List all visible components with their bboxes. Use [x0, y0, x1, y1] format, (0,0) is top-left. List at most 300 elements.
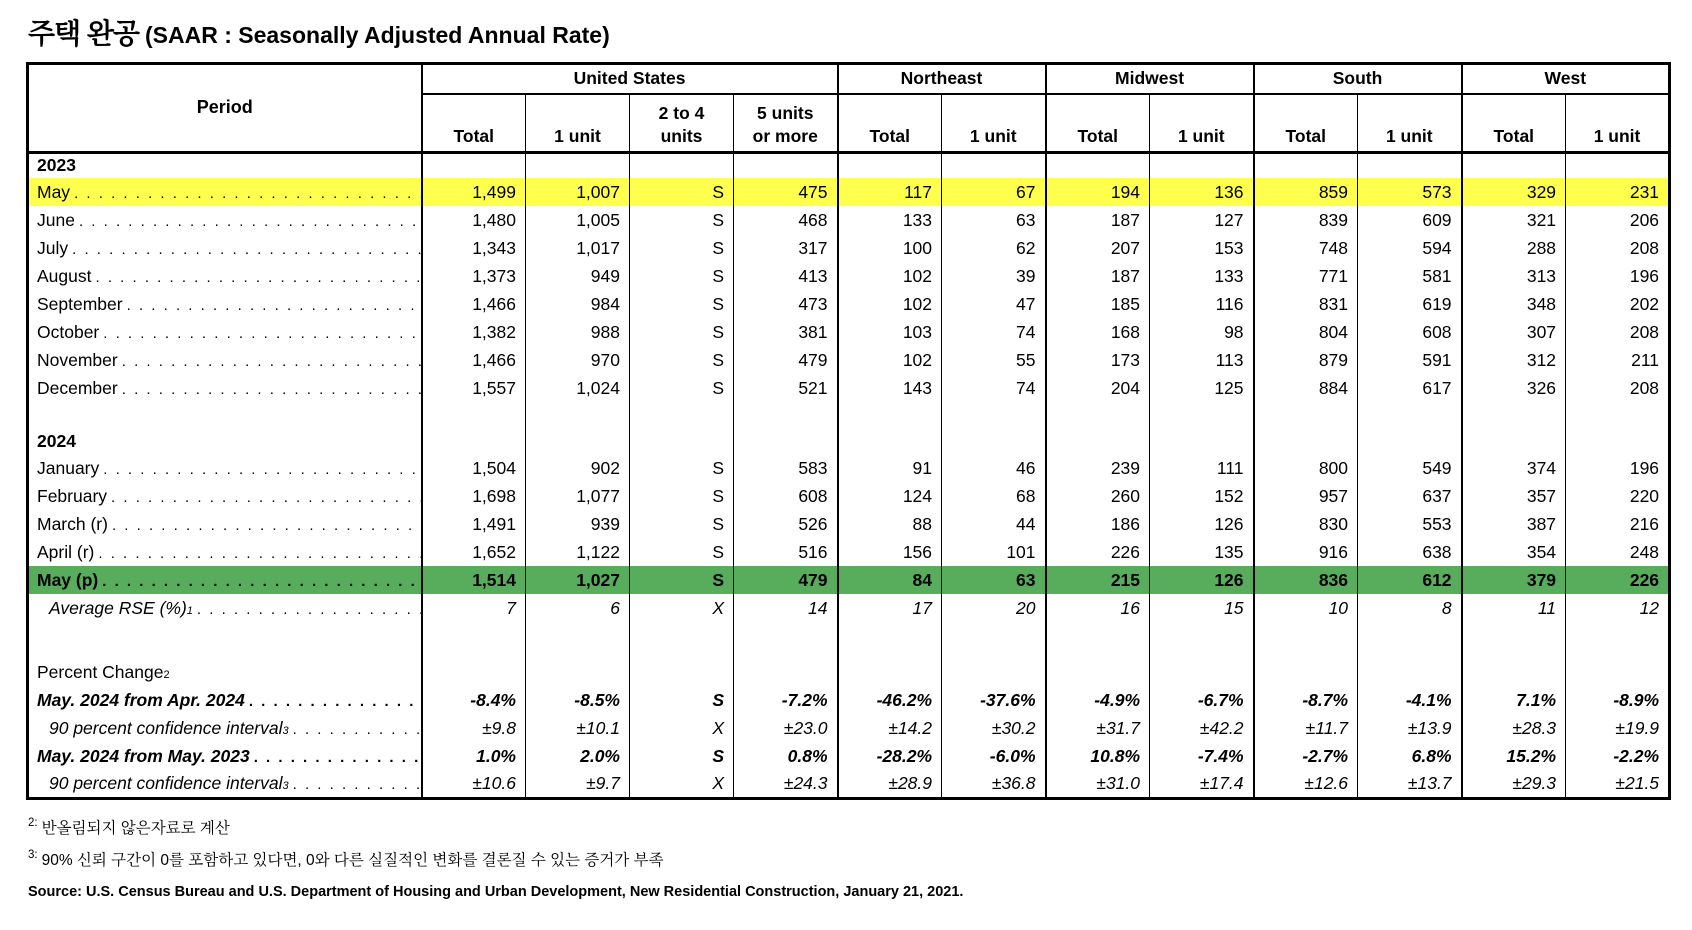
dotted-leader: [75, 210, 421, 231]
dotted-leader: [289, 718, 421, 739]
value-cell: 939: [526, 510, 630, 538]
value-cell: S: [630, 686, 734, 714]
table-row: [28, 538, 1670, 566]
title-english: (SAAR : Seasonally Adjusted Annual Rate): [144, 22, 610, 48]
period-label: 2024: [37, 430, 76, 451]
value-cell: [838, 622, 942, 658]
table-row: [28, 594, 1670, 622]
table-row: [28, 262, 1670, 290]
value-cell: [942, 622, 1046, 658]
value-cell: 831: [1254, 290, 1358, 318]
dotted-leader: [250, 746, 421, 767]
period-cell: [28, 262, 422, 290]
value-cell: ±17.4: [1150, 770, 1254, 798]
value-cell: 156: [838, 538, 942, 566]
value-cell: S: [630, 318, 734, 346]
value-cell: 902: [526, 454, 630, 482]
value-cell: 1,466: [422, 346, 526, 374]
value-cell: 348: [1462, 290, 1566, 318]
housing-completions-table: [26, 62, 1671, 800]
value-cell: S: [630, 742, 734, 770]
value-cell: 133: [1150, 262, 1254, 290]
value-cell: [422, 428, 526, 454]
period-label: May. 2024 from May. 2023: [37, 745, 250, 766]
value-cell: [1566, 622, 1670, 658]
value-cell: 10.8%: [1046, 742, 1150, 770]
value-cell: -6.7%: [1150, 686, 1254, 714]
value-cell: [734, 428, 838, 454]
value-cell: 771: [1254, 262, 1358, 290]
value-cell: 173: [1046, 346, 1150, 374]
footnote-2-text: 반올림되지 않은자료로 계산: [41, 819, 230, 837]
value-cell: 748: [1254, 234, 1358, 262]
value-cell: 608: [734, 482, 838, 510]
value-cell: 1,491: [422, 510, 526, 538]
value-cell: 15.2%: [1462, 742, 1566, 770]
value-cell: [1358, 152, 1462, 178]
period-cell: [28, 510, 422, 538]
value-cell: S: [630, 262, 734, 290]
value-cell: [1358, 622, 1462, 658]
value-cell: 0.8%: [734, 742, 838, 770]
value-cell: [1462, 428, 1566, 454]
value-cell: 62: [942, 234, 1046, 262]
value-cell: 186: [1046, 510, 1150, 538]
value-cell: 126: [1150, 566, 1254, 594]
value-cell: 839: [1254, 206, 1358, 234]
value-cell: [1150, 658, 1254, 686]
value-cell: 354: [1462, 538, 1566, 566]
value-cell: 215: [1046, 566, 1150, 594]
value-cell: 1,017: [526, 234, 630, 262]
value-cell: ±29.3: [1462, 770, 1566, 798]
value-cell: X: [630, 770, 734, 798]
value-cell: 970: [526, 346, 630, 374]
table-row: [28, 510, 1670, 538]
value-cell: [422, 402, 526, 428]
value-cell: -4.1%: [1358, 686, 1462, 714]
value-cell: 102: [838, 290, 942, 318]
value-cell: 126: [1150, 510, 1254, 538]
value-cell: -28.2%: [838, 742, 942, 770]
col-header-us-5units: 5 units or more: [734, 94, 838, 153]
spacer-row: [28, 622, 1670, 658]
value-cell: 988: [526, 318, 630, 346]
dotted-leader: [94, 542, 420, 563]
value-cell: 1,122: [526, 538, 630, 566]
value-cell: 594: [1358, 234, 1462, 262]
period-cell: [28, 686, 422, 714]
value-cell: [1254, 428, 1358, 454]
period-cell: [28, 152, 422, 178]
value-cell: [1254, 622, 1358, 658]
value-cell: 226: [1046, 538, 1150, 566]
value-cell: 357: [1462, 482, 1566, 510]
period-label: May (p): [37, 569, 99, 590]
footnote-2-marker: 2:: [28, 817, 38, 830]
table-row: [28, 686, 1670, 714]
value-cell: 1,698: [422, 482, 526, 510]
dotted-leader: [245, 690, 421, 711]
value-cell: 1,024: [526, 374, 630, 402]
value-cell: S: [630, 510, 734, 538]
value-cell: [1046, 152, 1150, 178]
spacer-row: [28, 402, 1670, 428]
value-cell: 526: [734, 510, 838, 538]
value-cell: 307: [1462, 318, 1566, 346]
value-cell: 194: [1046, 178, 1150, 206]
period-label: Percent Change: [37, 661, 164, 682]
value-cell: ±14.2: [838, 714, 942, 742]
value-cell: 374: [1462, 454, 1566, 482]
value-cell: S: [630, 178, 734, 206]
value-cell: 473: [734, 290, 838, 318]
value-cell: [1462, 658, 1566, 686]
value-cell: 116: [1150, 290, 1254, 318]
value-cell: 1,382: [422, 318, 526, 346]
period-cell: [28, 566, 422, 594]
group-header-midwest: Midwest: [1046, 64, 1254, 94]
dotted-leader: [108, 514, 421, 535]
value-cell: 288: [1462, 234, 1566, 262]
value-cell: 207: [1046, 234, 1150, 262]
value-cell: 379: [1462, 566, 1566, 594]
value-cell: [526, 428, 630, 454]
value-cell: 208: [1566, 318, 1670, 346]
value-cell: 84: [838, 566, 942, 594]
value-cell: -4.9%: [1046, 686, 1150, 714]
value-cell: -2.2%: [1566, 742, 1670, 770]
period-cell: [28, 346, 422, 374]
footnote-3-text: 90% 신뢰 구간이 0를 포함하고 있다면, 0와 다른 실질적인 변화를 결론질 수 있는 증거가 부족: [41, 851, 664, 869]
value-cell: [1462, 402, 1566, 428]
value-cell: 1,077: [526, 482, 630, 510]
value-cell: [1566, 658, 1670, 686]
dotted-leader: [193, 598, 421, 619]
col-header-us-1unit: 1 unit: [526, 94, 630, 153]
dotted-leader: [70, 182, 420, 203]
group-header-row: [28, 64, 1670, 94]
value-cell: 1,557: [422, 374, 526, 402]
footnote-2: [28, 816, 1692, 838]
value-cell: [1254, 402, 1358, 428]
value-cell: 16: [1046, 594, 1150, 622]
value-cell: -6.0%: [942, 742, 1046, 770]
value-cell: 248: [1566, 538, 1670, 566]
value-cell: ±31.7: [1046, 714, 1150, 742]
value-cell: [1254, 152, 1358, 178]
value-cell: 984: [526, 290, 630, 318]
value-cell: 102: [838, 262, 942, 290]
value-cell: 220: [1566, 482, 1670, 510]
col-header-ne-total: Total: [838, 94, 942, 153]
year-row: [28, 152, 1670, 178]
period-cell: [28, 402, 422, 428]
value-cell: 800: [1254, 454, 1358, 482]
value-cell: [630, 152, 734, 178]
value-cell: -8.9%: [1566, 686, 1670, 714]
value-cell: 1,504: [422, 454, 526, 482]
value-cell: 1,466: [422, 290, 526, 318]
value-cell: 187: [1046, 262, 1150, 290]
value-cell: 196: [1566, 454, 1670, 482]
period-label: January: [37, 457, 100, 478]
value-cell: -8.5%: [526, 686, 630, 714]
dotted-leader: [118, 378, 421, 399]
value-cell: 608: [1358, 318, 1462, 346]
period-cell: [28, 454, 422, 482]
value-cell: 136: [1150, 178, 1254, 206]
table-row: [28, 566, 1670, 594]
period-cell: [28, 482, 422, 510]
footnotes: [28, 816, 1692, 900]
value-cell: 113: [1150, 346, 1254, 374]
value-cell: [1462, 152, 1566, 178]
col-header-west-1unit: 1 unit: [1566, 94, 1670, 153]
value-cell: 583: [734, 454, 838, 482]
period-header: Period: [28, 64, 422, 153]
value-cell: [942, 658, 1046, 686]
value-cell: 468: [734, 206, 838, 234]
value-cell: 11: [1462, 594, 1566, 622]
col-header-west-total: Total: [1462, 94, 1566, 153]
table-row: [28, 742, 1670, 770]
value-cell: 103: [838, 318, 942, 346]
value-cell: S: [630, 206, 734, 234]
period-label: June: [37, 209, 75, 230]
value-cell: -8.4%: [422, 686, 526, 714]
value-cell: [422, 622, 526, 658]
group-header-united-states: United States: [422, 64, 838, 94]
value-cell: 6: [526, 594, 630, 622]
value-cell: 67: [942, 178, 1046, 206]
value-cell: [1150, 402, 1254, 428]
table-row: [28, 178, 1670, 206]
value-cell: -46.2%: [838, 686, 942, 714]
value-cell: 637: [1358, 482, 1462, 510]
col-header-us-total: Total: [422, 94, 526, 153]
value-cell: 1,514: [422, 566, 526, 594]
value-cell: 88: [838, 510, 942, 538]
value-cell: [942, 152, 1046, 178]
group-header-west: West: [1462, 64, 1670, 94]
footnote-3-marker: 3:: [28, 849, 38, 862]
dotted-leader: [99, 322, 420, 343]
value-cell: 387: [1462, 510, 1566, 538]
table-row: [28, 290, 1670, 318]
value-cell: [1046, 658, 1150, 686]
value-cell: 211: [1566, 346, 1670, 374]
value-cell: [526, 152, 630, 178]
value-cell: 20: [942, 594, 1046, 622]
value-cell: 17: [838, 594, 942, 622]
value-cell: 612: [1358, 566, 1462, 594]
table-row: [28, 318, 1670, 346]
value-cell: [1462, 622, 1566, 658]
value-cell: 55: [942, 346, 1046, 374]
period-label: 2023: [37, 155, 76, 176]
value-cell: 46: [942, 454, 1046, 482]
value-cell: [1254, 658, 1358, 686]
period-label: Average RSE (%): [49, 597, 187, 618]
value-cell: 47: [942, 290, 1046, 318]
period-cell: [28, 538, 422, 566]
value-cell: S: [630, 374, 734, 402]
value-cell: 573: [1358, 178, 1462, 206]
dotted-leader: [68, 238, 420, 259]
value-cell: ±30.2: [942, 714, 1046, 742]
value-cell: [630, 402, 734, 428]
period-cell: [28, 374, 422, 402]
col-header-mw-1unit: 1 unit: [1150, 94, 1254, 153]
value-cell: 884: [1254, 374, 1358, 402]
value-cell: [1046, 428, 1150, 454]
value-cell: 521: [734, 374, 838, 402]
period-label: July: [37, 237, 69, 258]
value-cell: [422, 152, 526, 178]
value-cell: 117: [838, 178, 942, 206]
period-cell: 90 percent confidence interval 3 . . .: [28, 770, 422, 798]
value-cell: -7.4%: [1150, 742, 1254, 770]
value-cell: 836: [1254, 566, 1358, 594]
value-cell: 12: [1566, 594, 1670, 622]
value-cell: [526, 402, 630, 428]
dotted-leader: [123, 294, 421, 315]
value-cell: 326: [1462, 374, 1566, 402]
value-cell: 168: [1046, 318, 1150, 346]
value-cell: [838, 152, 942, 178]
period-label: May. 2024 from Apr. 2024: [37, 689, 245, 710]
value-cell: 1,499: [422, 178, 526, 206]
value-cell: [630, 428, 734, 454]
period-label: May: [37, 181, 71, 202]
value-cell: 15: [1150, 594, 1254, 622]
value-cell: 124: [838, 482, 942, 510]
value-cell: 581: [1358, 262, 1462, 290]
col-header-south-1unit: 1 unit: [1358, 94, 1462, 153]
value-cell: 1.0%: [422, 742, 526, 770]
value-cell: 1,005: [526, 206, 630, 234]
value-cell: 619: [1358, 290, 1462, 318]
value-cell: X: [630, 714, 734, 742]
value-cell: ±31.0: [1046, 770, 1150, 798]
value-cell: [1358, 402, 1462, 428]
value-cell: 133: [838, 206, 942, 234]
value-cell: 381: [734, 318, 838, 346]
value-cell: 68: [942, 482, 1046, 510]
value-cell: [1566, 152, 1670, 178]
value-cell: 63: [942, 206, 1046, 234]
table-row: [28, 714, 1670, 742]
value-cell: 329: [1462, 178, 1566, 206]
period-cell: [28, 318, 422, 346]
period-cell: [28, 234, 422, 262]
value-cell: 949: [526, 262, 630, 290]
value-cell: ±28.9: [838, 770, 942, 798]
value-cell: [838, 428, 942, 454]
value-cell: 127: [1150, 206, 1254, 234]
value-cell: 7.1%: [1462, 686, 1566, 714]
value-cell: 187: [1046, 206, 1150, 234]
value-cell: 91: [838, 454, 942, 482]
period-label: March (r): [37, 513, 108, 534]
value-cell: 153: [1150, 234, 1254, 262]
value-cell: S: [630, 566, 734, 594]
value-cell: 312: [1462, 346, 1566, 374]
value-cell: 101: [942, 538, 1046, 566]
value-cell: 74: [942, 374, 1046, 402]
period-cell: [28, 206, 422, 234]
value-cell: [1150, 152, 1254, 178]
value-cell: 1,027: [526, 566, 630, 594]
table-row: [28, 770, 1670, 798]
value-cell: [734, 402, 838, 428]
period-cell: [28, 178, 422, 206]
value-cell: [838, 658, 942, 686]
value-cell: S: [630, 290, 734, 318]
value-cell: [942, 428, 1046, 454]
value-cell: ±10.1: [526, 714, 630, 742]
value-cell: [1046, 622, 1150, 658]
value-cell: 231: [1566, 178, 1670, 206]
value-cell: [630, 658, 734, 686]
table-row: [28, 234, 1670, 262]
value-cell: 226: [1566, 566, 1670, 594]
value-cell: ±36.8: [942, 770, 1046, 798]
col-header-us-2to4units: 2 to 4 units: [630, 94, 734, 153]
period-label: November: [37, 349, 118, 370]
value-cell: [734, 622, 838, 658]
value-cell: 957: [1254, 482, 1358, 510]
value-cell: S: [630, 234, 734, 262]
value-cell: [734, 658, 838, 686]
value-cell: -37.6%: [942, 686, 1046, 714]
page-title: [28, 12, 1692, 52]
value-cell: 321: [1462, 206, 1566, 234]
value-cell: 102: [838, 346, 942, 374]
value-cell: [630, 622, 734, 658]
value-cell: 196: [1566, 262, 1670, 290]
value-cell: S: [630, 538, 734, 566]
value-cell: ±10.6: [422, 770, 526, 798]
dotted-leader: [98, 570, 420, 591]
value-cell: [1150, 622, 1254, 658]
period-label: 90 percent confidence interval: [49, 717, 283, 738]
value-cell: 317: [734, 234, 838, 262]
period-label: August: [37, 265, 92, 286]
value-cell: 74: [942, 318, 1046, 346]
table-row: [28, 482, 1670, 510]
value-cell: 135: [1150, 538, 1254, 566]
value-cell: 216: [1566, 510, 1670, 538]
value-cell: 1,007: [526, 178, 630, 206]
period-cell: [28, 622, 422, 658]
value-cell: ±19.9: [1566, 714, 1670, 742]
value-cell: ±11.7: [1254, 714, 1358, 742]
value-cell: 152: [1150, 482, 1254, 510]
value-cell: ±9.8: [422, 714, 526, 742]
value-cell: 479: [734, 566, 838, 594]
value-cell: 14: [734, 594, 838, 622]
period-cell: 90 percent confidence interval 3 . . .: [28, 714, 422, 742]
table-row: [28, 454, 1670, 482]
value-cell: S: [630, 482, 734, 510]
period-label: 90 percent confidence interval: [49, 772, 283, 793]
period-label: February: [37, 485, 108, 506]
value-cell: 516: [734, 538, 838, 566]
value-cell: ±24.3: [734, 770, 838, 798]
value-cell: 208: [1566, 374, 1670, 402]
